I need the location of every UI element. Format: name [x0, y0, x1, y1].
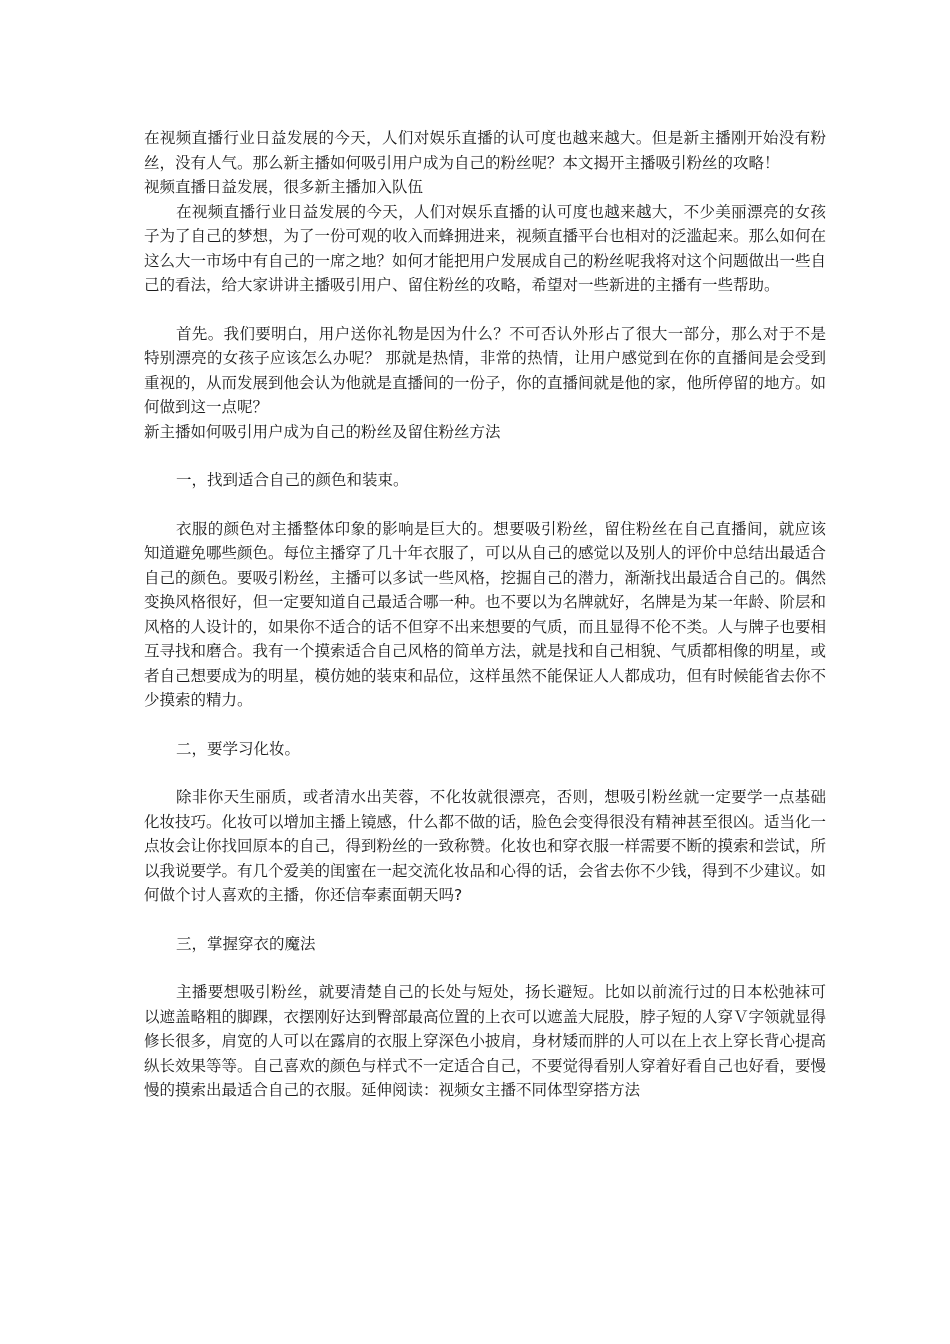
- document-page: [144, 126, 826, 1103]
- paragraph-first: 首先。我们要明白，用户送你礼物是因为什么？不可否认外形占了很大一部分，那么对于不是特别漂亮的女孩子应该怎么办呢？ 那就是热情，非常的热情，让用户感觉到在你的直播间是会受到重视的，从而发展到他会认为他就是直播间的一份子，你的直播间就是他的家，他所停留的地方。如何做到这一点呢？: [144, 324, 827, 416]
- spacer: [144, 908, 826, 932]
- section-heading-methods: 新主播如何吸引用户成为自己的粉丝及留住粉丝方法: [144, 422, 501, 441]
- section-title-dressing: 三，掌握穿衣的魔法: [176, 934, 316, 953]
- section-title-makeup: 二，要学习化妆。: [176, 739, 301, 758]
- intro-paragraph: 在视频直播行业日益发展的今天，人们对娱乐直播的认可度也越来越大。但是新主播刚开始没有粉丝，没有人气。那么新主播如何吸引用户成为自己的粉丝呢？本文揭开主播吸引粉丝的攻略！: [144, 129, 826, 172]
- section-body-dressing: 主播要想吸引粉丝，就要清楚自己的长处与短处，扬长避短。比如以前流行过的日本松弛袜可以遮盖略粗的脚踝，衣摆刚好达到臀部最高位置的上衣可以遮盖大屁股，脖子短的人穿Ｖ字领就显得修长很多，肩宽的人可以在露肩的衣服上穿深色小披肩，身材矮而胖的人可以在上衣上穿长背心提高纵长效果等等。自己喜欢的颜色与样式不一定适合自己，不要觉得看别人穿着好看自己也好看，要慢慢的摸索出最适合自己的衣服。延伸阅读：视频女主播不同体型穿搭方法: [144, 983, 827, 1099]
- spacer: [144, 444, 826, 468]
- paragraph-market: 在视频直播行业日益发展的今天，人们对娱乐直播的认可度也越来越大，不少美丽漂亮的女孩子为了自己的梦想，为了一份可观的收入而蜂拥进来，视频直播平台也相对的泛滥起来。那么如何在这么大一市场中有自己的一席之地？如何才能把用户发展成自己的粉丝呢我将对这个问题做出一些自己的看法，给大家讲讲主播吸引用户、留住粉丝的攻略，希望对一些新进的主播有一些帮助。: [144, 202, 827, 294]
- spacer: [144, 713, 826, 737]
- section-body-makeup: 除非你天生丽质，或者清水出芙蓉，不化妆就很漂亮，否则，想吸引粉丝就一定要学一点基础化妆技巧。化妆可以增加主播上镜感，什么都不做的话，脸色会变得很没有精神甚至很凶。适当化一点妆会让你找回原本的自己，得到粉丝的一致称赞。化妆也和穿衣服一样需要不断的摸索和尝试，所以我说要学。有几个爱美的闺蜜在一起交流化妆品和心得的话，会省去你不少钱，得到不少建议。如何做个讨人喜欢的主播，你还信奉素面朝天吗?: [144, 788, 827, 904]
- section-body-colors: 衣服的颜色对主播整体印象的影响是巨大的。想要吸引粉丝，留住粉丝在自己直播间，就应该知道避免哪些颜色。每位主播穿了几十年衣服了，可以从自己的感觉以及别人的评价中总结出最适合自己的颜色。要吸引粉丝，主播可以多试一些风格，挖掘自己的潜力，渐渐找出最适合自己的。偶然变换风格很好，但一定要知道自己最适合哪一种。也不要以为名牌就好，名牌是为某一年龄、阶层和风格的人设计的，如果你不适合的话不但穿不出来想要的气质，而且显得不伦不类。人与牌子也要相互寻找和磨合。我有一个摸索适合自己风格的简单方法，就是找和自己相貌、气质都相像的明星，或者自己想要成为的明星，模仿她的装束和品位，这样虽然不能保证人人都成功，但有时候能省去你不少摸索的精力。: [144, 519, 827, 709]
- section-heading-growth: 视频直播日益发展，很多新主播加入队伍: [144, 178, 424, 196]
- spacer: [144, 956, 826, 980]
- spacer: [144, 493, 826, 517]
- spacer: [144, 761, 826, 785]
- spacer: [144, 298, 826, 322]
- section-title-colors: 一，找到适合自己的颜色和装束。: [176, 471, 409, 489]
